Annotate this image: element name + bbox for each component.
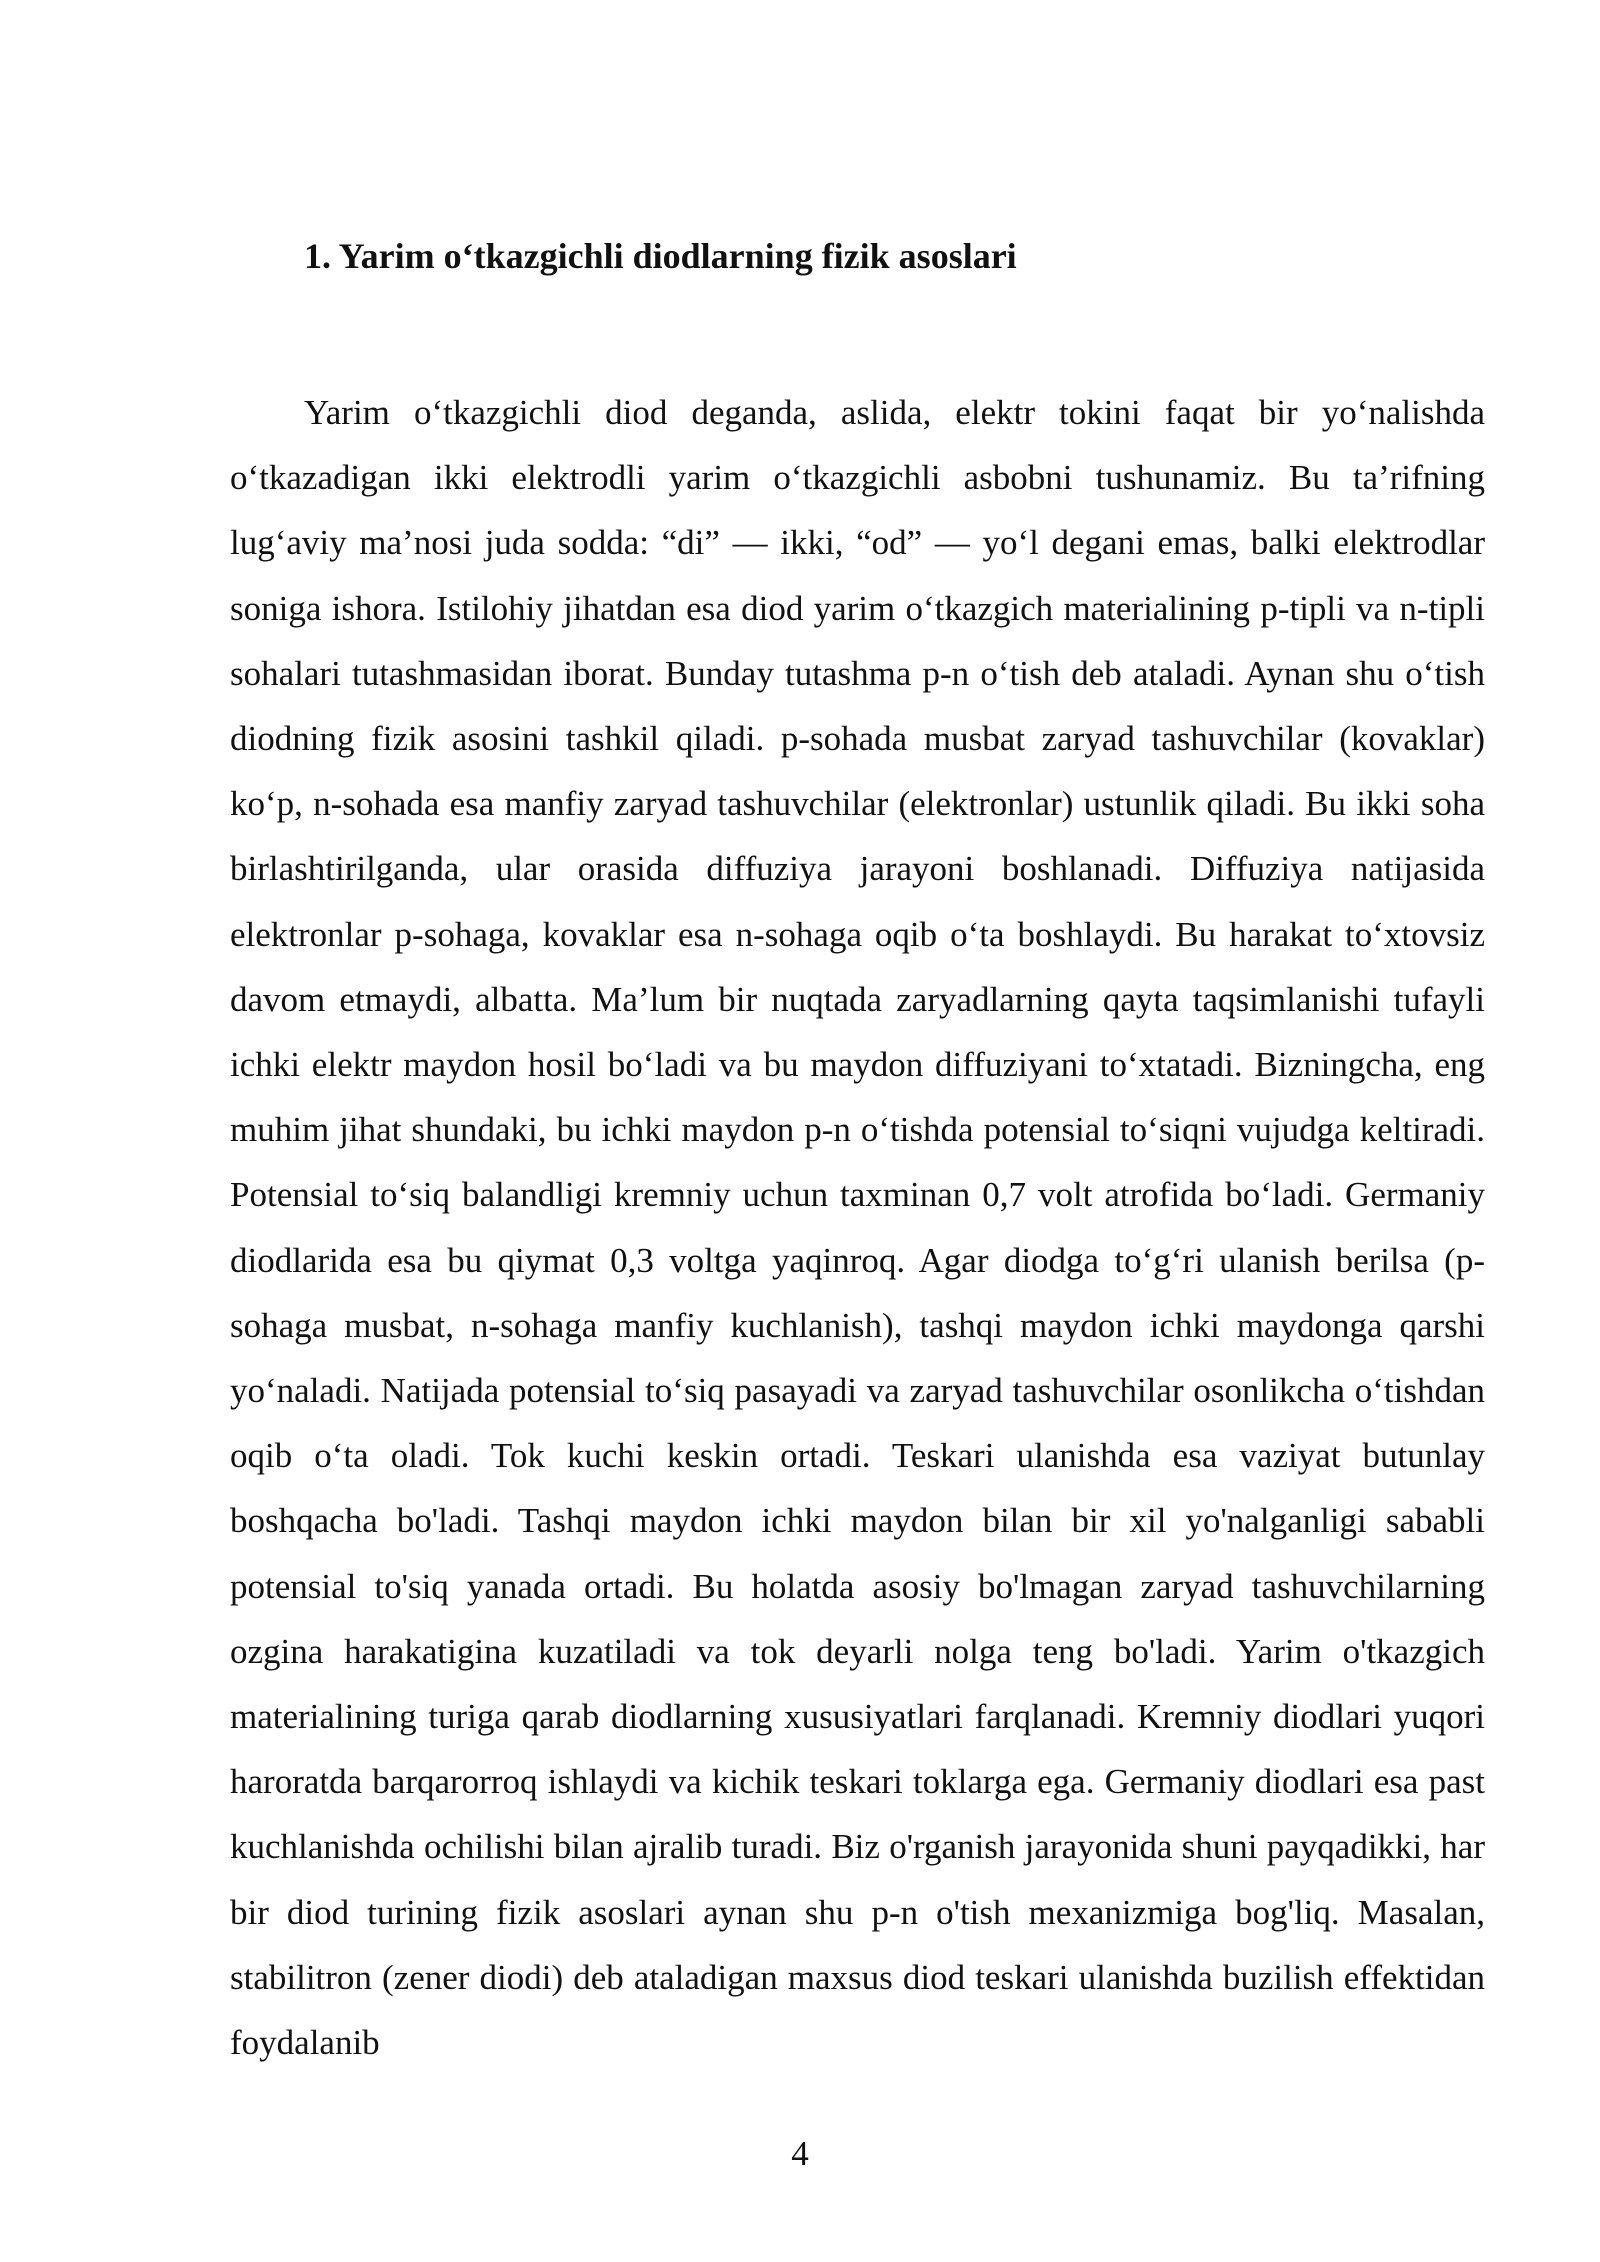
body-paragraph: Yarim o‘tkazgichli diod deganda, aslida, elektr tokini faqat bir yo‘nalishda o‘tkazadigan ikki elektrodli yarim o‘tkazgichli asbobni tushunamiz. Bu ta’rifning lug‘aviy ma’nosi juda sodda: “di” — ikki, “od” — yo‘l degani emas, balki elektrodlar soniga ishora. Istilohiy jihatdan esa diod yarim o‘tkazgich materialining p-tipli va n-tipli sohalari tutashmasidan iborat. Bunday tutashma p-n o‘tish deb ataladi. Aynan shu o‘tish diodning fizik asosini tashkil qiladi. p-sohada musbat zaryad tashuvchilar (kovaklar) ko‘p, n-sohada esa manfiy zaryad tashuvchilar (elektronlar) ustunlik qiladi. Bu ikki soha birlashtirilganda, ular orasida diffuziya jarayoni boshlanadi. Diffuziya natijasida elektronlar p-sohaga, kovaklar esa n-sohaga oqib o‘ta boshlaydi. Bu harakat to‘xtovsiz davom etmaydi, albatta. Ma’lum bir nuqtada zaryadlarning qayta taqsimlanishi tufayli ichki elektr maydon hosil bo‘ladi va bu maydon diffuziyani to‘xtatadi. Bizningcha, eng muhim jihat shundaki, bu ichki maydon p-n o‘tishda potensial to‘siqni vujudga keltiradi. Potensial to‘siq balandligi kremniy uchun taxminan 0,7 volt atrofida bo‘ladi. Germaniy diodlarida esa bu qiymat 0,3 voltga yaqinroq. Agar diodga to‘g‘ri ulanish berilsa (p-sohaga musbat, n-sohaga manfiy kuchlanish), tashqi maydon ichki maydonga qarshi yo‘naladi. Natijada potensial to‘siq pasayadi va zaryad tashuvchilar osonlikcha o‘tishdan oqib o‘ta oladi. Tok kuchi keskin ortadi. Teskari ulanishda esa vaziyat butunlay boshqacha bo'ladi. Tashqi maydon ichki maydon bilan bir xil yo'nalganligi sababli potensial to'siq yanada ortadi. Bu holatda asosiy bo'lmagan zaryad tashuvchilarning ozgina harakatigina kuzatiladi va tok deyarli nolga teng bo'ladi. Yarim o'tkazgich materialining turiga qarab diodlarning xususiyatlari farqlanadi. Kremniy diodlari yuqori haroratda barqarorroq ishlaydi va kichik teskari toklarga ega. Germaniy diodlari esa past kuchlanishda ochilishi bilan ajralib turadi. Biz o'rganish jarayonida shuni payqadikki, har bir diod turining fizik asoslari aynan shu p-n o'tish mexanizmiga bog'liq. Masalan, stabilitron (zener diodi) deb ataladigan maxsus diod teskari ulanishda buzilish effektidan foydalanib	[230, 393, 1485, 2063]
section-heading: 1. Yarim o‘tkazgichli diodlarning fizik asoslari	[304, 236, 1017, 276]
page-number: 4	[791, 2134, 809, 2173]
